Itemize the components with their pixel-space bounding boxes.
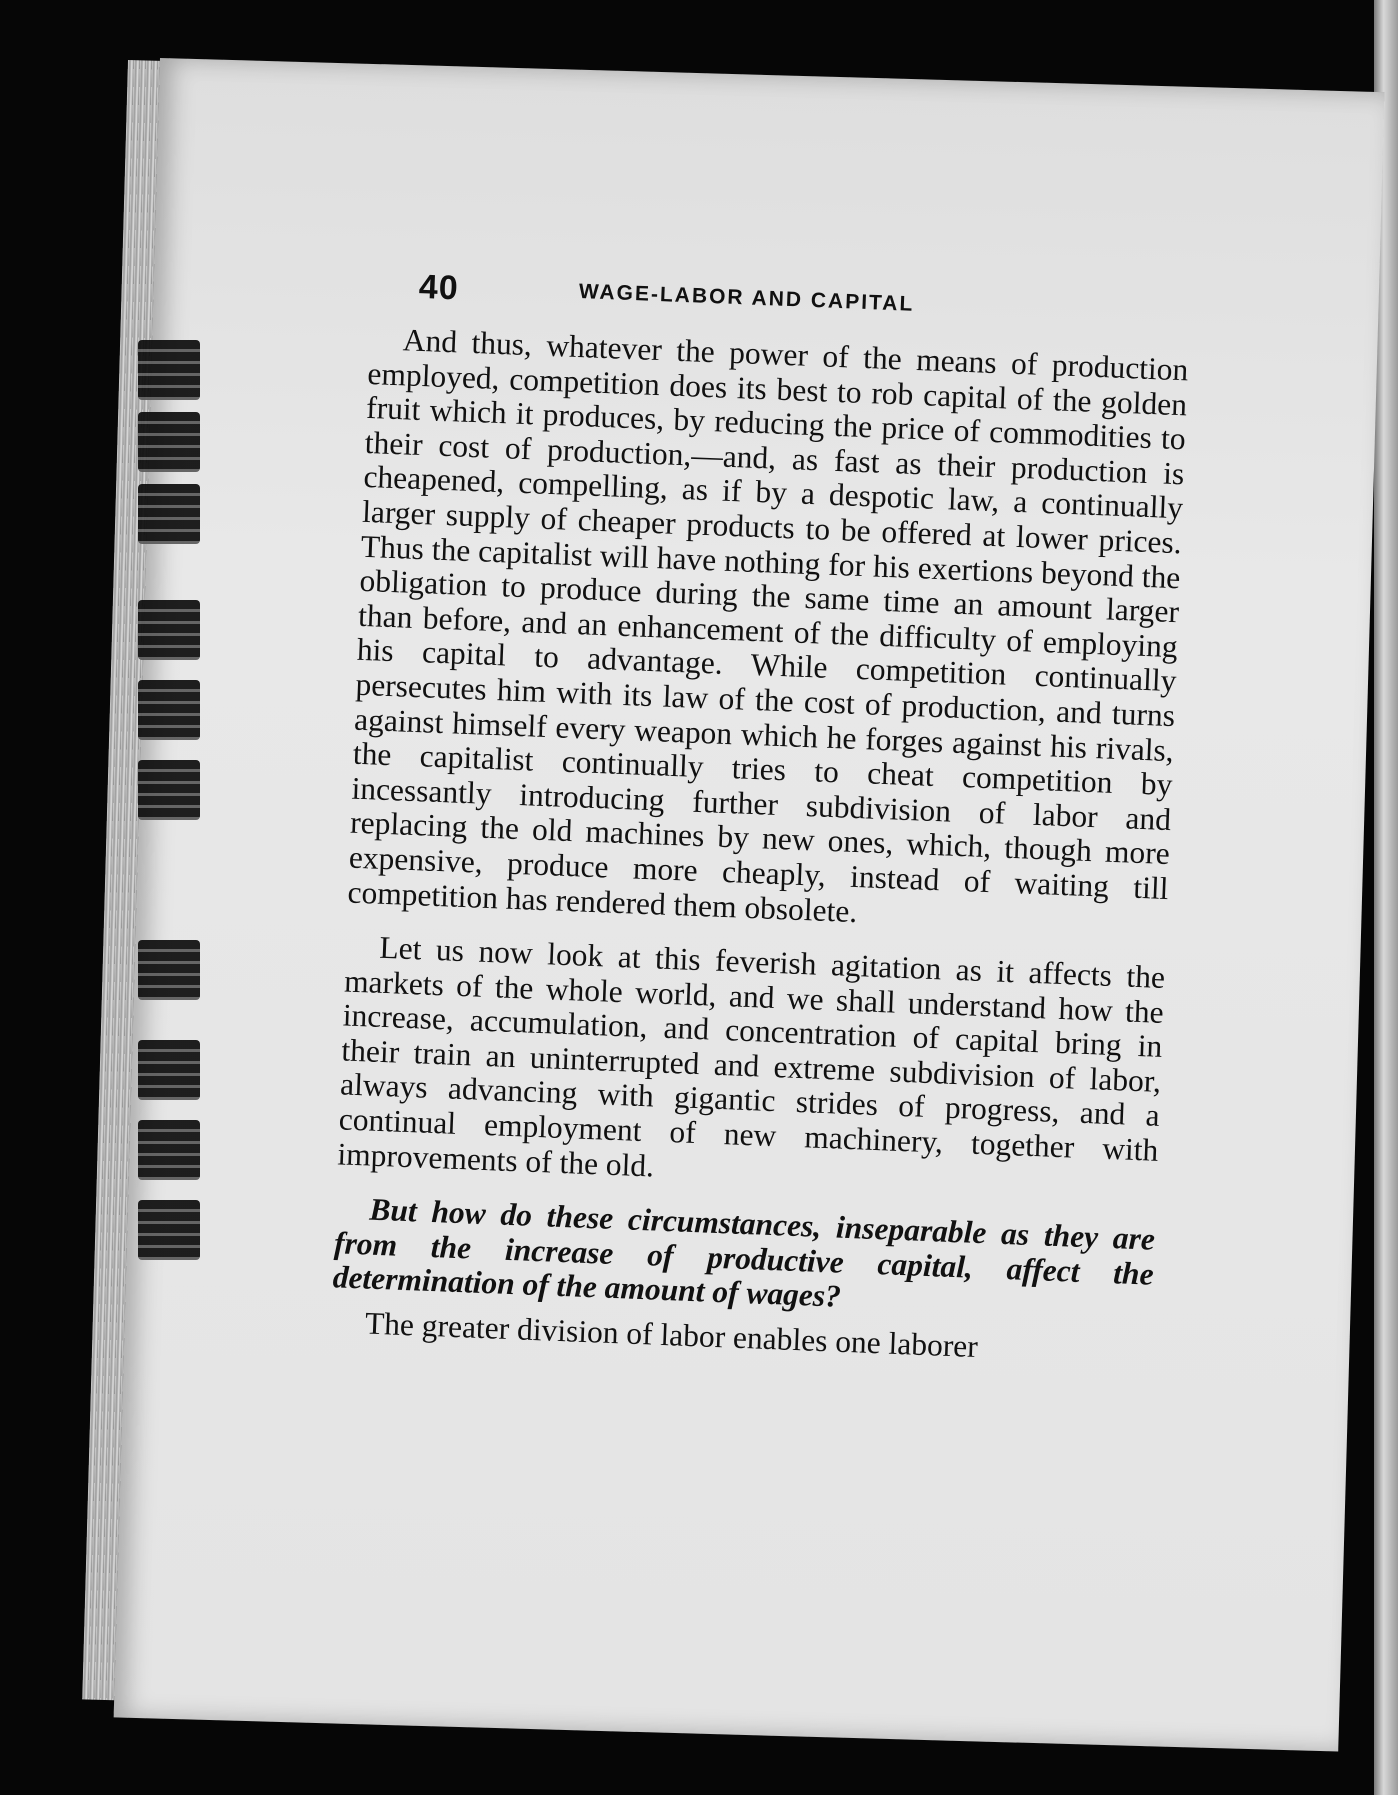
thumb-index-mark — [138, 760, 200, 820]
paragraph: The greater division of labor enables one laborer — [364, 1305, 979, 1365]
running-head: WAGE-LABOR AND CAPITAL — [578, 279, 915, 316]
paragraph: And thus, whatever the power of the means of production employed, competition does its best to rob capital of the golden fruit which it produces, by reducing the price of commodities to their cost of production,—and, as fast as their production is cheapened, compelling, as if by a despotic law, a continually larger supply of cheaper products to be offered at lower prices. Thus the capitalist will have nothing for his exertions beyond the obligation to produce during the same time an amount larger than before, and an enhancement of the difficulty of employing his capital to advantage. While competition continually persecutes him with its law of the cost of production, and turns against himself every weapon which he forges against his rivals, the capitalist continually tries to cheat competition by incessantly introducing further subdivision of labor and replacing the old machines by new ones, which, though more expensive, produce more cheaply, instead of waiting till competition has rendered them obsolete. — [346, 322, 1189, 929]
thumb-index-mark — [138, 1200, 200, 1260]
thumb-index-mark — [138, 600, 200, 660]
italic-question-paragraph: But how do these circumstances, inseparable as they are from the increase of productive capital, affect the determination of the amount of wages? — [332, 1191, 1156, 1315]
thumb-index-mark — [138, 412, 200, 472]
thumb-index-mark — [138, 1120, 200, 1180]
thumb-index-mark — [138, 1040, 200, 1100]
thumb-index-mark — [138, 340, 200, 400]
thumb-index-mark — [138, 680, 200, 740]
paragraph: Let us now look at this feverish agitation as it affects the markets of the whole world, and we shall understand how the increase, accumulation, and concentration of capital bring in their train an uninterrupted and extreme subdivision of labor, always advancing with gigantic strides of progress, and a continual employment of new machinery, together with improvements of the old. — [336, 929, 1166, 1184]
thumb-index-mark — [138, 484, 200, 544]
page-content — [330, 258, 1191, 1371]
page-number: 40 — [418, 267, 460, 308]
thumb-index-tabs — [138, 340, 208, 1340]
thumb-index-mark — [138, 940, 200, 1000]
